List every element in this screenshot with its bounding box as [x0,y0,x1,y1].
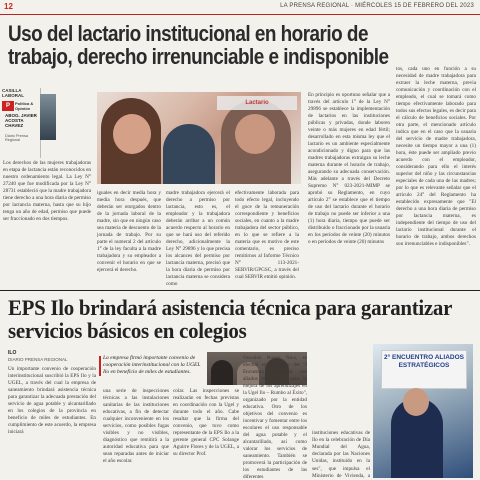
article2-pullquote: La empresa firmó importante convenio de cooperación interinstitucional con la UGEL Ilo en beneficio de miles de estudiantes. [103,355,203,376]
article1-col6: tos, cada uno en función a su necesidad de madre trabajadora para extraer la leche materna, previa comunicación y coordinación con el empleado, el cual se tomará como tiempo efectivamente laborado para todos sus efectos legales, es decir para el cálculo de beneficios sociales. Por otra parte, el mencionado artículo indica que en el caso que la usuaria del servicio de madre trabajadora, necesite un tiempo mayor a una (1) hora, éste puede ser ampliado previo acuerdo con el empleador, considerando para ello el interés superior del niño y las circunstancias especiales de cada una de las madres; por lo que es relevante señalar que el artículo 24° del Reglamento ha establecido expresamente que "El derecho a una hora diaria de permiso por lactancia materna, es independiente del tiempo de uso del lactario institucional durante el horario de trabajo, ambos derechos son irrenunciables e indisponibles". [396,66,476,247]
photo-banner: 2° ENCUENTRO ALIADOS ESTRATÉGICOS [381,350,467,389]
opinion-logo-text: Política & Opinión [15,101,34,111]
article2-col2: una serie de inspecciones técnicas a las instalaciones sanitarias de las instituciones educativas, a fin de detectar cualquier inconveniente en los servicios, como posibles fugas visibles y no visibles, diagnóstico que remitirá a la autoridad educativa para que sean reparadas antes de iniciar el año escolar. [103,388,169,464]
column-sidebar [2,88,41,158]
article2-headline: EPS Ilo brindará asistencia técnica para garantizar servicios básicos en colegios [8,295,452,343]
author-photo [40,94,56,140]
photo-figure [235,114,275,154]
photo-banner: Lactario [217,96,297,110]
article1-col4: efectivamente laborada para todo efecto legal, incluyendo el goce de la remuneración correspondiente y beneficios sociales, en cuanto a la madre trabajadora del sector público, en lo que se refiere a la materia que es motivo de este comentario, es preciso remitirnos al Informe Técnico N° 113-2021-SERVIR/GPGSC, a través del cual SERVIR emitió opinión. [235,190,299,280]
article2-col3: colar. Las inspecciones se realizarán en fechas previstas en coordinación con la Ugel y durante todo el año. Cabe resaltar que la firma del convenio, que tuvo como representante de la EPS Ilo a la gerente general CPC Solange Aguirre Flores y de la UGEL, a su director Prof. [173,388,239,457]
article1-headline: Uso del lactario institucional en horario de trabajo, derecho irrenunciable e indisponible [8,21,389,69]
column-author: ABOG. JAVIER ACOSTA CHAVEZ [5,113,37,129]
article1-col5: En principio es oportuno señalar que a través del artículo 1° de la Ley N° 29896 se establece la implementación de lactarios en las instituciones públicas y privadas, donde laboren veinte o más mujeres en edad fértil; desarrollado en esta misma ley que el lactario es un ambiente especialmente acondicionado y digno para que las madres trabajadoras extraigan su leche materna durante el horario de trabajo, asegurando su adecuada conservación. Más adelante a través del Decreto Supremo N° 023-2021-MIMP se aprobó su Reglamento, en cuyo artículo 2° se establece que el tiempo de uso del lactario durante el horario de trabajo no puede ser inferior a una (1) hora diaria, tiempo que puede ser distribuido o fraccionado por la usuaria en los períodos de veinte (20) minutos o en períodos de veinte (20) minutos [308,92,390,245]
article2-col5: instituciones educativas de Ilo en la celebración de Día Mundial del Agua, declarada por las Naciones Unidas, instituido en la [312,430,370,464]
article1-col2: iguales en decir media hora y media hora después, que deberán ser otorgados dentro de la jornada laboral de la madre, sin que en ningún caso sea materia de descuento de la jornada de trabajo. Por su parte el numeral 2 del artículo 1° de la ley faculta a la madre trabajadora y su empleador a convenir el horario en que se ejercerá el derecho. [97,190,161,273]
article2-col1: Un importante convenio de cooperación interinstitucional suscribió la EPS Ilo y la UGEL, a través del cual la empresa de saneamiento brindará asistencia técnica para garantizar la adecuada prestación del servicio de agua potable y alcantarillado en los colegios de la provincia en beneficio de miles de estudiantes. En cumplimiento de este acuerdo, la empresa iniciará [8,366,96,435]
photo-figure [163,124,215,184]
article1-col1: Los derechos de las mujeres trabajadoras en etapa de lactancia están reconocidos en nuestro ordenamiento legal. La Ley N° 27240 que fue modificada por la Ley N° 28731 estableció que la madre trabajadora tiene derecho a una hora diaria de permiso por lactancia materna, hasta que su hijo tenga un año de edad, permiso que puede ser fraccionado en dos tiempos. [3,160,91,222]
article2-col6: ses", que impulsa el Ministerio de Vivienda, a [312,466,370,478]
column-section-label: CASILLA LABORAL [2,88,24,98]
column-author-role: Diario Prensa Regional [5,134,29,143]
photo-figure [403,388,429,416]
opinion-logo-icon: P [2,101,14,111]
paper-dateline: LA PRENSA REGIONAL · MIÉRCOLES 15 DE FEBRERO DEL 2023 [280,3,474,9]
article2-photo-large [373,344,473,478]
article2-col4: Oswaldo Roque Nina, se efectuó en el marco del "I Encuentro Provincial con aliados estratégicos para la mejora de los aprendizajes en la Ugel Ilo – Rumbo al Éxito", organizado por la entidad educativa. Otro de los objetivos del convenio es incentivar y fomentar entre los escolares el uso responsable del agua potable y el alcantarillado, así como valorar los servicios de saneamiento. También se promoverá la participación de los estudiantes de las diferentes [243,355,307,478]
article1-col3: madre trabajadora ejercerá el derecho a permiso por lactancia, esto es, el empleador y la trabajadora deberán arribar a un común acuerdo respecto al horario en que se hará uso del referido derecho, adicionalmente la Ley N° 29896 y lo que precisa los alcances del permiso por lactancia materna, precisó que la hora diaria de permiso por lactancia materna se considera como [166,190,230,286]
article2-byline-city: ILO [8,350,17,356]
article2-byline-source: DIARIO PRENSA REGIONAL [8,357,68,362]
article1-photo [97,92,301,184]
photo-figure [113,114,151,154]
section-divider [0,290,480,291]
page-number: 12 [4,2,13,11]
photo-figure [211,360,233,385]
